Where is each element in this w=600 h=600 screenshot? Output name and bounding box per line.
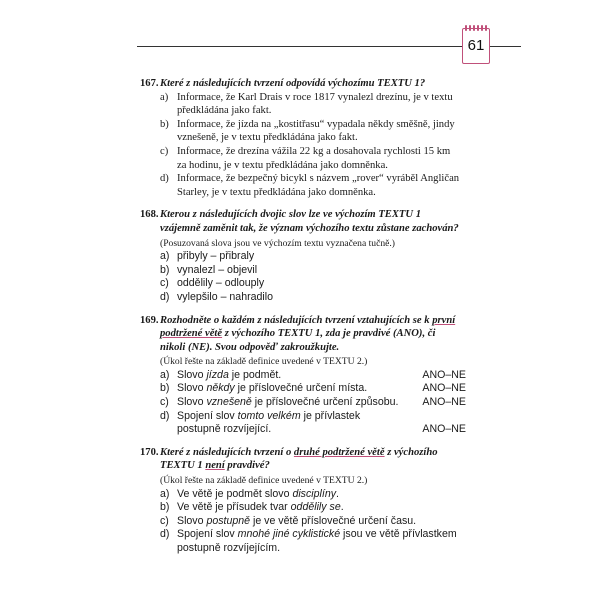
option-letter: a) — [160, 250, 170, 263]
option-letter: b) — [160, 263, 170, 276]
option-word: mnohé jiné cyklistické — [237, 528, 341, 541]
option-b[interactable] — [160, 501, 460, 515]
option-letter: b) — [160, 501, 170, 514]
option-c[interactable] — [160, 515, 460, 529]
question-text-part: Rozhodněte o každém z následujících tvrzení vztahujících se k — [160, 314, 433, 326]
option-letter: a) — [160, 368, 170, 381]
answer-choice-ano-ne[interactable]: ANO–NE — [422, 423, 466, 436]
option-text: . — [336, 487, 339, 500]
option-text: vynalezl – objevil — [177, 263, 258, 276]
notepad-spiral-icon — [465, 25, 487, 30]
option-b[interactable] — [160, 264, 460, 278]
option-word: někdy — [206, 382, 235, 395]
option-text: Informace, že drezína vážila 22 kg a dosahovala rychlosti 15 km za hodinu, je v textu předkládána jako domněnka. — [177, 145, 451, 171]
question-text: Kterou z následujících dvojic slov lze ve výchozím TEXTU 1 vzájemně zaměnit tak, že význam výchozího textu zůstane zachován? — [160, 209, 459, 234]
option-text: je přívlastek postupně rozvíjející. — [177, 409, 361, 436]
option-word: oddělily se — [290, 501, 341, 514]
option-letter: c) — [160, 396, 169, 409]
option-text: Slovo — [177, 382, 207, 395]
option-a[interactable] — [160, 91, 460, 118]
option-d[interactable] — [160, 291, 460, 305]
question-number: 169. — [140, 314, 159, 326]
question-number: 170. — [140, 446, 159, 458]
questions — [140, 77, 466, 565]
option-text: vylepšilo – nahradilo — [177, 290, 273, 303]
option-c[interactable] — [160, 277, 460, 291]
option-letter: b) — [160, 382, 170, 395]
underlined-reference: druhé podtržené větě — [293, 446, 385, 458]
option-letter: c) — [160, 145, 169, 157]
option-word: tomto velkém — [237, 409, 301, 422]
question-note: (Úkol řešte na základě definice uvedené v TEXTU 2.) — [160, 356, 368, 368]
option-text: Spojení slov — [177, 528, 238, 541]
option-word: vznešeně — [206, 396, 252, 409]
option-text: Ve větě je přísudek tvar — [177, 501, 291, 514]
option-d[interactable] — [160, 172, 460, 199]
question-text-part: Které z následujících tvrzení o — [160, 446, 294, 458]
option-c[interactable] — [160, 396, 466, 410]
option-text: Slovo — [177, 396, 207, 409]
question-168 — [140, 208, 460, 304]
option-letter: c) — [160, 514, 169, 527]
question-note: (Posuzovaná slova jsou ve výchozím textu vyznačena tučně.) — [160, 237, 395, 249]
option-letter: d) — [160, 409, 170, 422]
question-note: (Úkol řešte na základě definice uvedené v TEXTU 2.) — [160, 475, 368, 487]
option-letter: c) — [160, 277, 169, 290]
question-text-part: pravdivé? — [224, 460, 270, 472]
answer-choice-ano-ne[interactable]: ANO–NE — [422, 368, 466, 381]
question-number: 168. — [140, 209, 159, 221]
question-169 — [140, 314, 466, 437]
option-word: disciplíny — [292, 487, 337, 500]
option-letter: d) — [160, 173, 169, 185]
option-text: Spojení slov — [177, 409, 238, 422]
question-text: Které z následujících tvrzení odpovídá výchozímu TEXTU 1? — [160, 78, 426, 89]
option-letter: d) — [160, 528, 170, 541]
page-number: 61 — [467, 37, 485, 54]
option-word: postupně — [206, 514, 251, 527]
option-text: Ve větě je podmět slovo — [177, 487, 293, 500]
answer-choice-ano-ne[interactable]: ANO–NE — [422, 382, 466, 395]
page-number-badge — [462, 28, 490, 64]
question-text — [160, 446, 460, 473]
option-d[interactable] — [160, 528, 460, 555]
question-167 — [140, 77, 460, 199]
option-text: . — [340, 501, 344, 514]
option-d[interactable] — [160, 409, 466, 437]
question-text — [160, 314, 460, 355]
option-letter: a) — [160, 487, 170, 500]
option-text: je ve větě příslovečné určení času. — [250, 514, 417, 527]
option-text: Informace, že jízda na „kostitřasu“ vypadala někdy směšně, jindy vznešeně, je v textu předkládána jako fakt. — [177, 118, 455, 144]
option-letter: b) — [160, 118, 169, 130]
question-text-part: z výchozího TEXTU 1, zda je pravdivé (ANO), či nikoli (NE). Svou odpověď zakroužkujte. — [160, 328, 436, 353]
option-text: jsou ve větě přívlastkem postupně rozvíjejícím. — [177, 528, 457, 554]
option-a[interactable] — [160, 250, 460, 264]
option-text: je příslovečné určení místa. — [234, 382, 368, 395]
option-text: Slovo — [177, 514, 207, 527]
option-b[interactable] — [160, 118, 460, 145]
option-text: Slovo — [177, 368, 207, 381]
underlined-word: není — [205, 460, 225, 472]
option-text: Informace, že bezpečný bicykl s názvem „rover“ vyráběl Angličan Starley, je v textu předkládána jako domněnka. — [177, 173, 460, 198]
option-text: oddělily – odlouply — [177, 277, 265, 290]
question-170 — [140, 446, 460, 556]
option-a[interactable] — [160, 488, 460, 502]
option-c[interactable] — [160, 145, 460, 172]
option-text: je příslovečné určení způsobu. — [251, 396, 399, 409]
question-text-part: z výchozího TEXTU 1 — [160, 446, 438, 472]
option-word: jízda — [206, 368, 229, 381]
option-text: přibyly – přibraly — [177, 250, 255, 263]
option-letter: a) — [160, 91, 169, 103]
option-letter: d) — [160, 290, 170, 303]
option-a[interactable] — [160, 368, 466, 383]
option-b[interactable] — [160, 382, 466, 396]
option-text: je podmět. — [228, 368, 282, 381]
answer-choice-ano-ne[interactable]: ANO–NE — [422, 396, 466, 409]
option-text: Informace, že Karl Drais v roce 1817 vynalezl drezínu, je v textu předkládána jako fakt. — [177, 91, 453, 117]
question-number: 167. — [140, 78, 159, 89]
underlined-reference: první podtržené větě — [160, 314, 456, 340]
